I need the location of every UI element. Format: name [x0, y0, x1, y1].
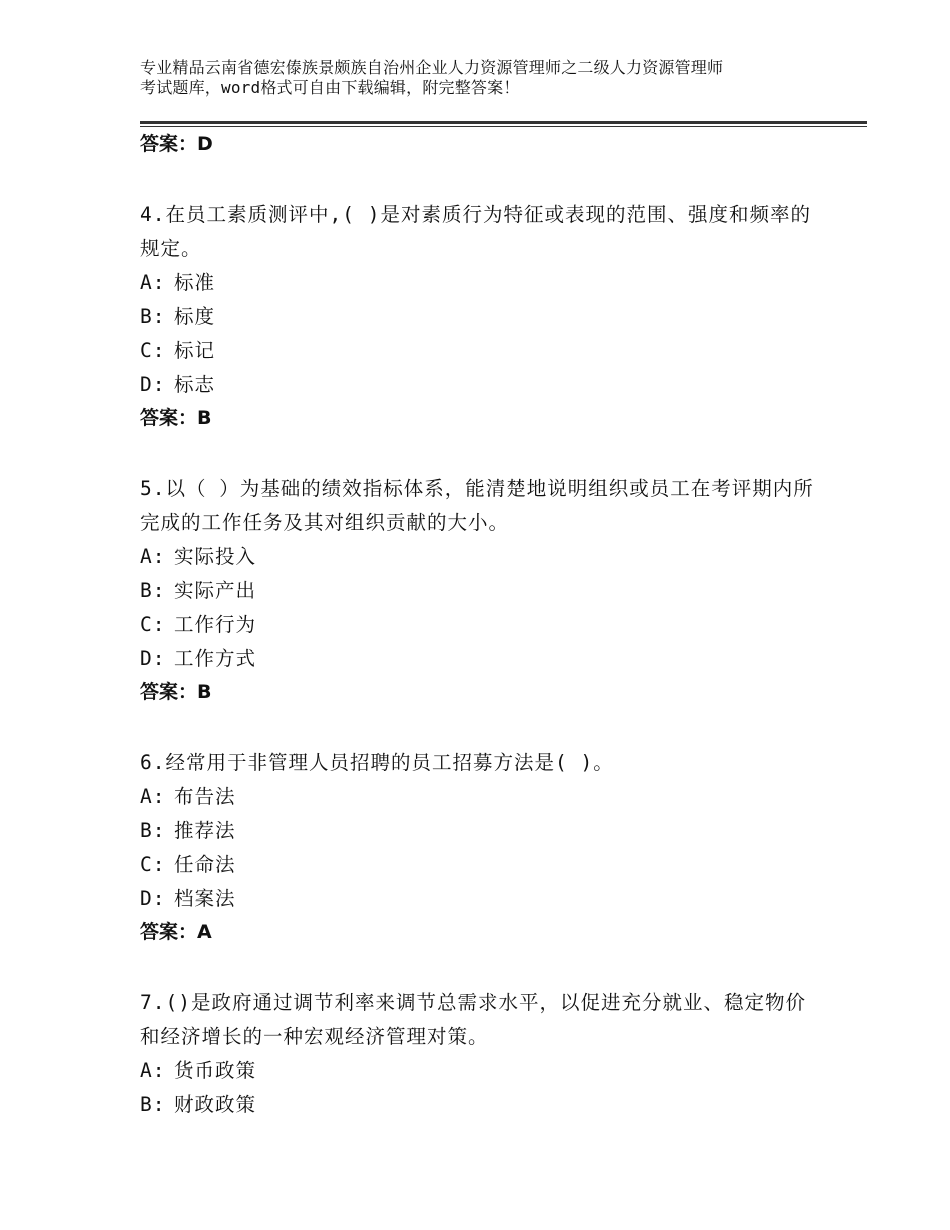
- header-rule-thin: [140, 126, 867, 127]
- option-label: C:: [140, 613, 166, 636]
- question-7: [140, 986, 820, 1122]
- option-a: [140, 266, 820, 300]
- option-label: B:: [140, 819, 166, 842]
- option-d: [140, 368, 820, 402]
- document-header: [140, 58, 840, 98]
- option-text: 布告法: [174, 785, 236, 808]
- option-c: [140, 848, 820, 882]
- option-text: 实际投入: [174, 545, 257, 568]
- option-b: [140, 1088, 820, 1122]
- option-c: [140, 608, 820, 642]
- option-b: [140, 814, 820, 848]
- option-text: 标记: [174, 339, 216, 362]
- question-5: [140, 472, 820, 708]
- option-label: B:: [140, 579, 166, 602]
- option-label: D:: [140, 887, 166, 910]
- option-text: 工作方式: [174, 647, 257, 670]
- option-text: 推荐法: [174, 819, 236, 842]
- answer: 答案：A: [140, 921, 212, 943]
- option-label: C:: [140, 339, 166, 362]
- question-stem: 7.()是政府通过调节利率来调节总需求水平，以促进充分就业、稳定物价和经济增长的一种宏观经济管理对策。: [140, 991, 806, 1048]
- header-rule-thick: [140, 121, 867, 124]
- option-label: D:: [140, 373, 166, 396]
- option-text: 实际产出: [174, 579, 257, 602]
- answer: 答案：B: [140, 407, 212, 429]
- option-label: C:: [140, 853, 166, 876]
- question-stem: 5.以（ ）为基础的绩效指标体系，能清楚地说明组织或员工在考评期内所完成的工作任务及其对组织贡献的大小。: [140, 477, 814, 534]
- option-d: [140, 882, 820, 916]
- option-label: D:: [140, 647, 166, 670]
- option-text: 标志: [174, 373, 216, 396]
- header-title-line-2: 考试题库，word格式可自由下载编辑，附完整答案！: [140, 78, 520, 97]
- answer: 答案：B: [140, 681, 212, 703]
- option-text: 货币政策: [174, 1059, 257, 1082]
- spacer: [140, 434, 820, 472]
- option-text: 档案法: [174, 887, 236, 910]
- question-stem: 6.经常用于非管理人员招聘的员工招募方法是( )。: [140, 751, 614, 774]
- option-text: 标准: [174, 271, 216, 294]
- option-label: B:: [140, 1093, 166, 1116]
- spacer: [140, 160, 820, 198]
- option-b: [140, 300, 820, 334]
- option-c: [140, 334, 820, 368]
- question-list: [140, 128, 820, 1122]
- question-stem: 4.在员工素质测评中,( )是对素质行为特征或表现的范围、强度和频率的规定。: [140, 203, 811, 260]
- question-6: [140, 746, 820, 948]
- option-text: 财政政策: [174, 1093, 257, 1116]
- option-a: [140, 780, 820, 814]
- option-label: A:: [140, 1059, 166, 1082]
- option-a: [140, 1054, 820, 1088]
- option-label: A:: [140, 271, 166, 294]
- option-b: [140, 574, 820, 608]
- option-text: 标度: [174, 305, 216, 328]
- option-label: A:: [140, 545, 166, 568]
- header-title-line-1: 专业精品云南省德宏傣族景颇族自治州企业人力资源管理师之二级人力资源管理师: [140, 58, 724, 77]
- spacer: [140, 708, 820, 746]
- option-d: [140, 642, 820, 676]
- option-label: B:: [140, 305, 166, 328]
- option-label: A:: [140, 785, 166, 808]
- spacer: [140, 948, 820, 986]
- previous-answer: 答案：D: [140, 133, 213, 155]
- option-a: [140, 540, 820, 574]
- question-4: [140, 198, 820, 434]
- option-text: 任命法: [174, 853, 236, 876]
- option-text: 工作行为: [174, 613, 257, 636]
